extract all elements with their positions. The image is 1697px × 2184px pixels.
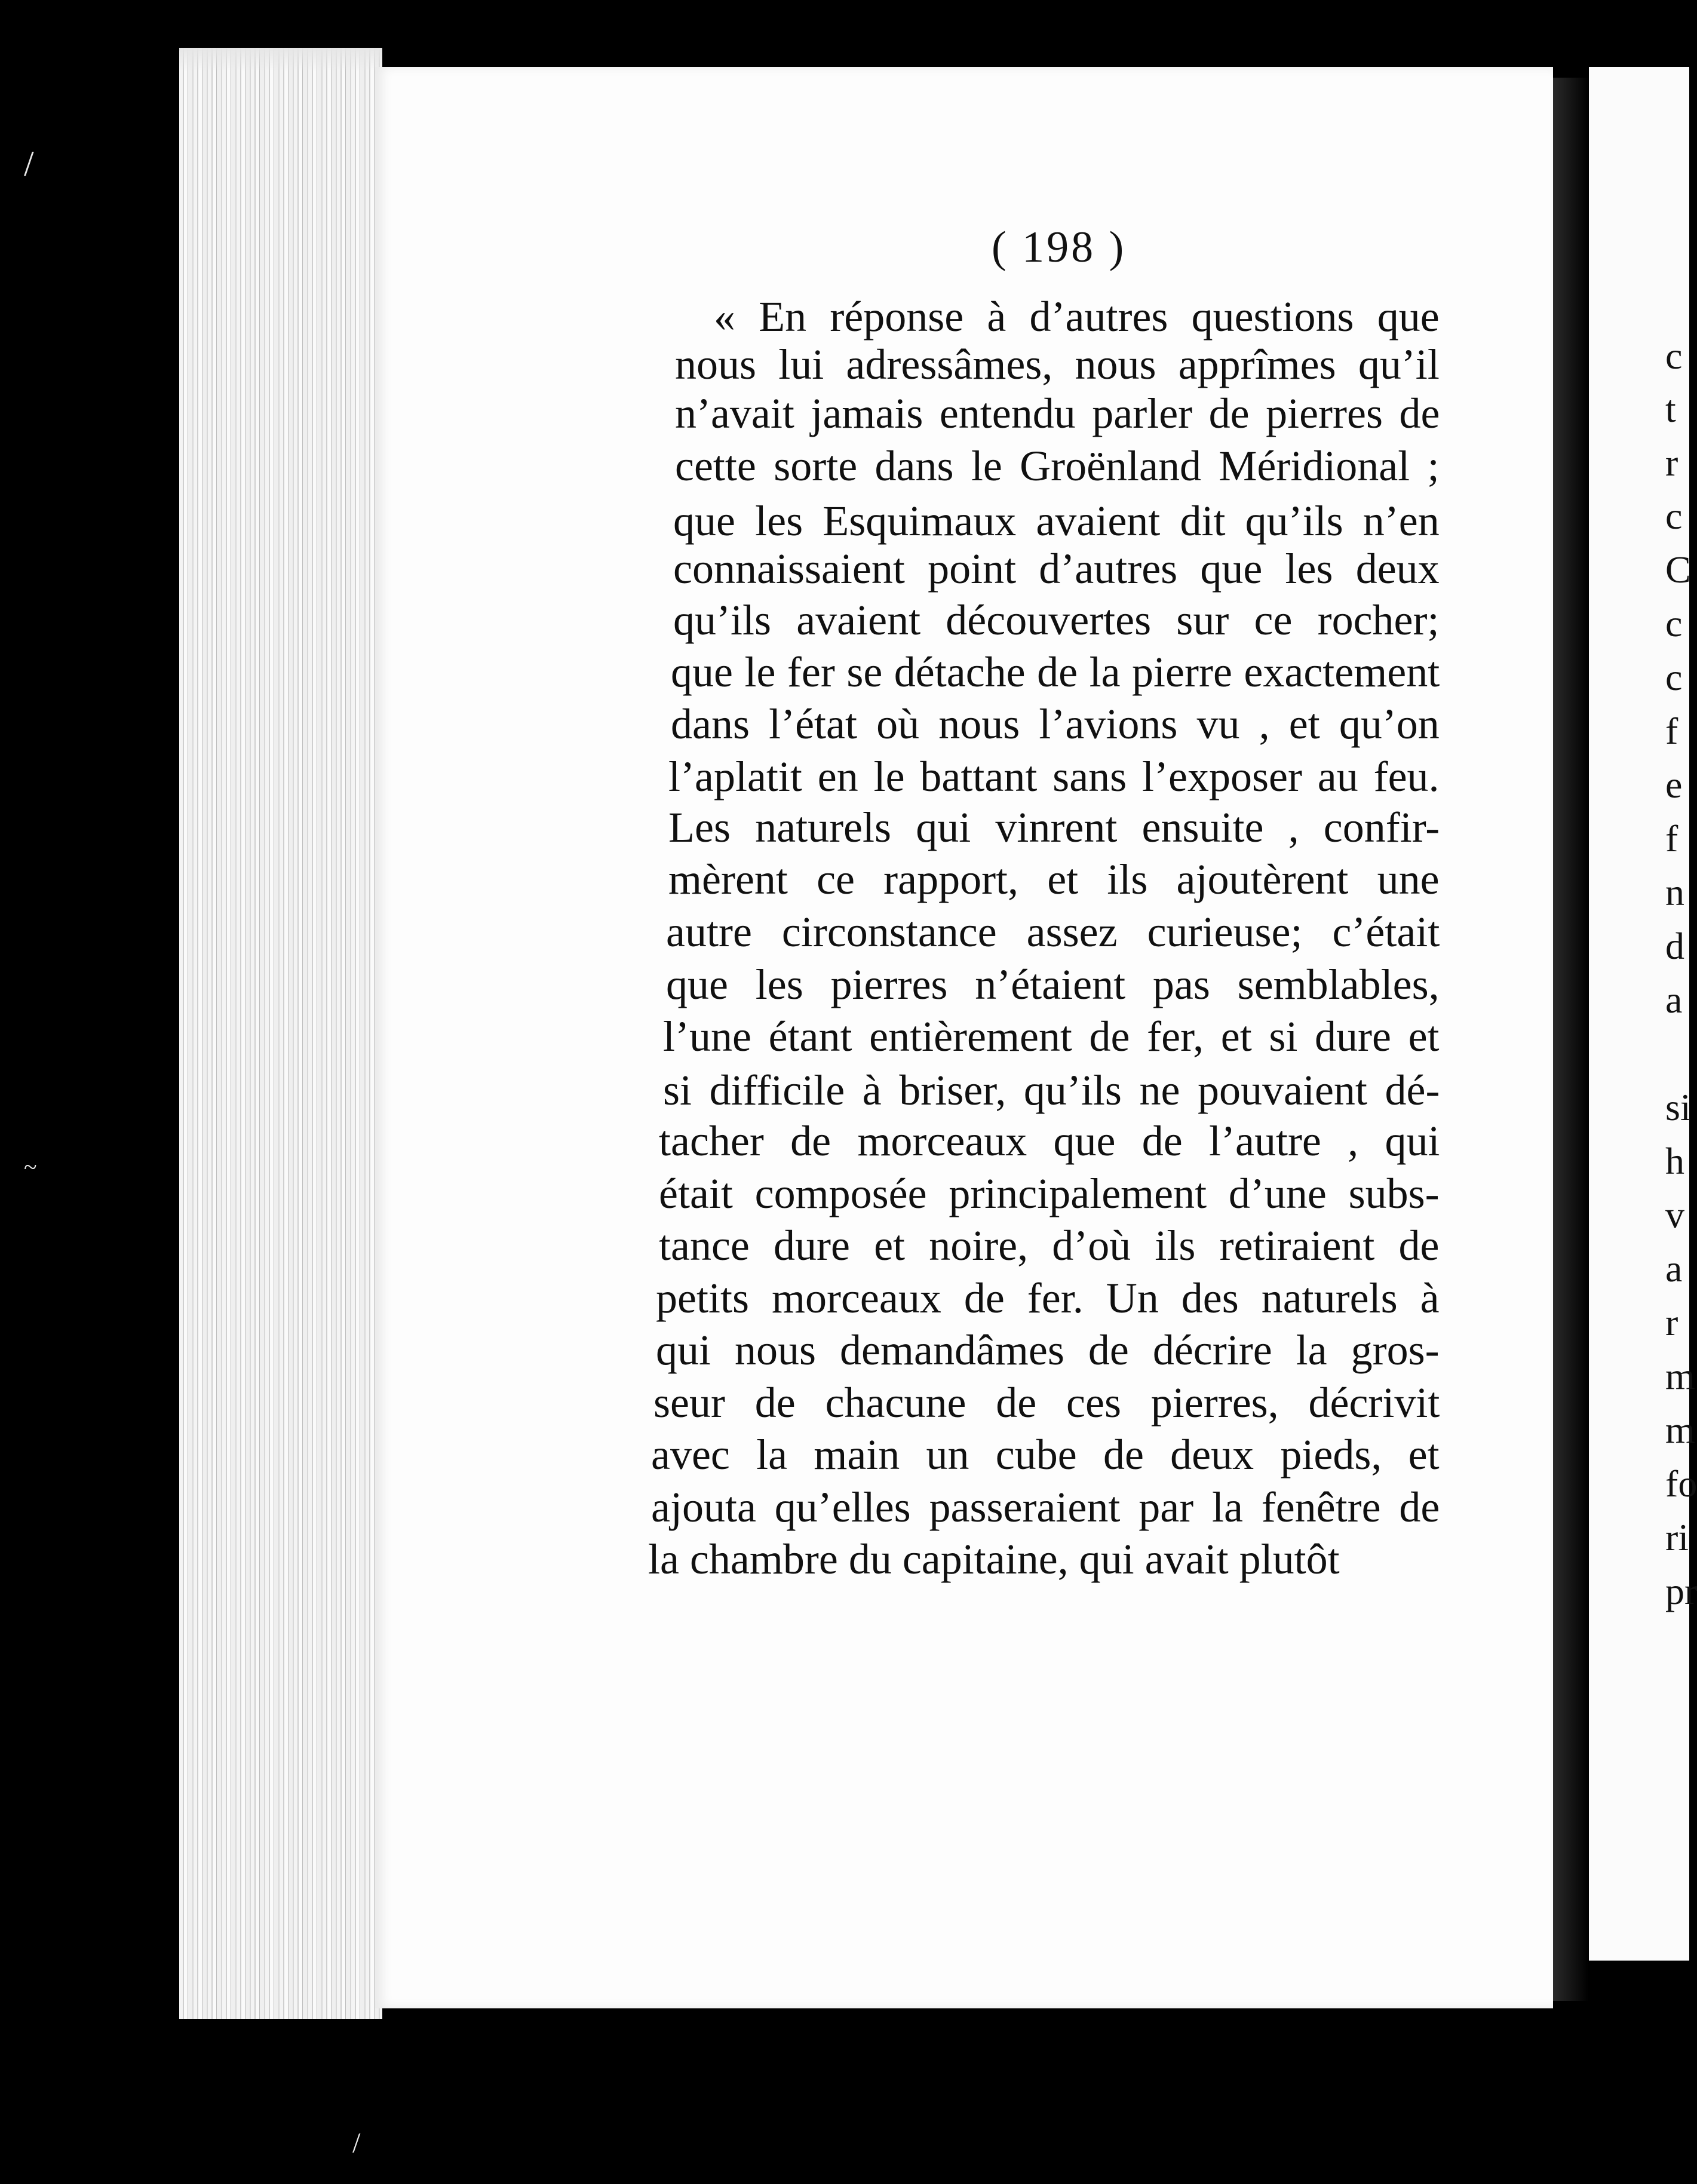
text-line: connaissaient point d’autres que les deux	[673, 545, 1440, 593]
page-number: ( 198 )	[992, 223, 1127, 272]
facing-page-fragment-line: r	[1665, 1301, 1678, 1343]
text-line: que les pierres n’étaient pas semblables,	[666, 961, 1440, 1008]
facing-page-fragment	[1589, 67, 1697, 1961]
facing-page-fragment-line: c	[1665, 335, 1683, 377]
scan-speck: /	[24, 144, 34, 183]
facing-page-fragment-line: m	[1665, 1409, 1695, 1451]
text-line: n’avait jamais entendu parler de pierres de	[675, 389, 1440, 437]
text-line: l’aplatit en le battant sans l’exposer au feu.	[668, 753, 1440, 800]
text-line: dans l’état où nous l’avions vu , et qu’on	[671, 700, 1440, 748]
text-line: était composée principalement d’une subs-	[659, 1170, 1440, 1217]
facing-page-fragment-line: C	[1665, 548, 1691, 591]
text-line: petits morceaux de fer. Un des naturels à	[656, 1274, 1440, 1322]
text-line: avec la main un cube de deux pieds, et	[651, 1431, 1440, 1479]
facing-page-fragment-line: c	[1665, 602, 1683, 645]
facing-page-fragment-line: fo	[1665, 1462, 1697, 1505]
text-line: tance dure et noire, d’où ils retiraient de	[659, 1222, 1440, 1269]
facing-page-fragment-line: f	[1665, 817, 1678, 860]
facing-page-fragment-line: a	[1665, 978, 1683, 1021]
scan-speck: /	[352, 2127, 361, 2159]
facing-page-fragment-line: n	[1665, 871, 1684, 913]
text-line: seur de chacune de ces pierres, décrivit	[653, 1379, 1440, 1427]
page-edges-stack	[179, 48, 382, 2019]
facing-page-fragment-line: r	[1665, 441, 1678, 484]
text-line: que le fer se détache de la pierre exactement	[671, 648, 1440, 696]
text-line: si difficile à briser, qu’ils ne pouvaient dé-	[663, 1066, 1440, 1114]
facing-page-fragment-line: ri	[1665, 1516, 1689, 1559]
text-line: ajouta qu’elles passeraient par la fenêtre de	[651, 1483, 1440, 1531]
text-line: tacher de morceaux que de l’autre , qui	[659, 1117, 1440, 1165]
facing-page-fragment-line: pr	[1665, 1570, 1697, 1612]
text-line: que les Esquimaux avaient dit qu’ils n’en	[673, 497, 1440, 545]
facing-page-fragment-line: m	[1665, 1355, 1695, 1397]
text-line: qu’ils avaient découvertes sur ce rocher;	[673, 596, 1440, 644]
text-line: mèrent ce rapport, et ils ajoutèrent une	[668, 855, 1440, 903]
facing-page-fragment-line: h	[1665, 1140, 1684, 1182]
text-line: la chambre du capitaine, qui avait plutôt	[648, 1535, 1340, 1583]
scan-speck: ~	[24, 1154, 37, 1180]
text-line: « En réponse à d’autres questions que	[714, 293, 1440, 341]
facing-page-fragment-line: d	[1665, 925, 1684, 967]
facing-page-fragment-line: a	[1665, 1247, 1683, 1290]
facing-page-fragment-line: v	[1665, 1194, 1684, 1236]
facing-page-fragment-line: t	[1665, 388, 1676, 430]
text-line: autre circonstance assez curieuse; c’était	[666, 908, 1440, 956]
text-line: l’une étant entièrement de fer, et si dure et	[663, 1013, 1440, 1060]
text-line: cette sorte dans le Groënland Méridional ;	[675, 442, 1440, 490]
facing-page-fragment-line: si	[1665, 1086, 1691, 1128]
text-line: qui nous demandâmes de décrire la gros-	[656, 1326, 1440, 1374]
facing-page-fragment-line: c	[1665, 495, 1683, 537]
facing-page-fragment-line: f	[1665, 710, 1678, 752]
facing-page-fragment-line: c	[1665, 656, 1683, 698]
facing-page-fragment-line: e	[1665, 763, 1683, 806]
text-line: nous lui adressâmes, nous apprîmes qu’il	[675, 341, 1440, 388]
text-line: Les naturels qui vinrent ensuite , confir-	[668, 803, 1440, 851]
book-gutter	[1553, 78, 1589, 2001]
